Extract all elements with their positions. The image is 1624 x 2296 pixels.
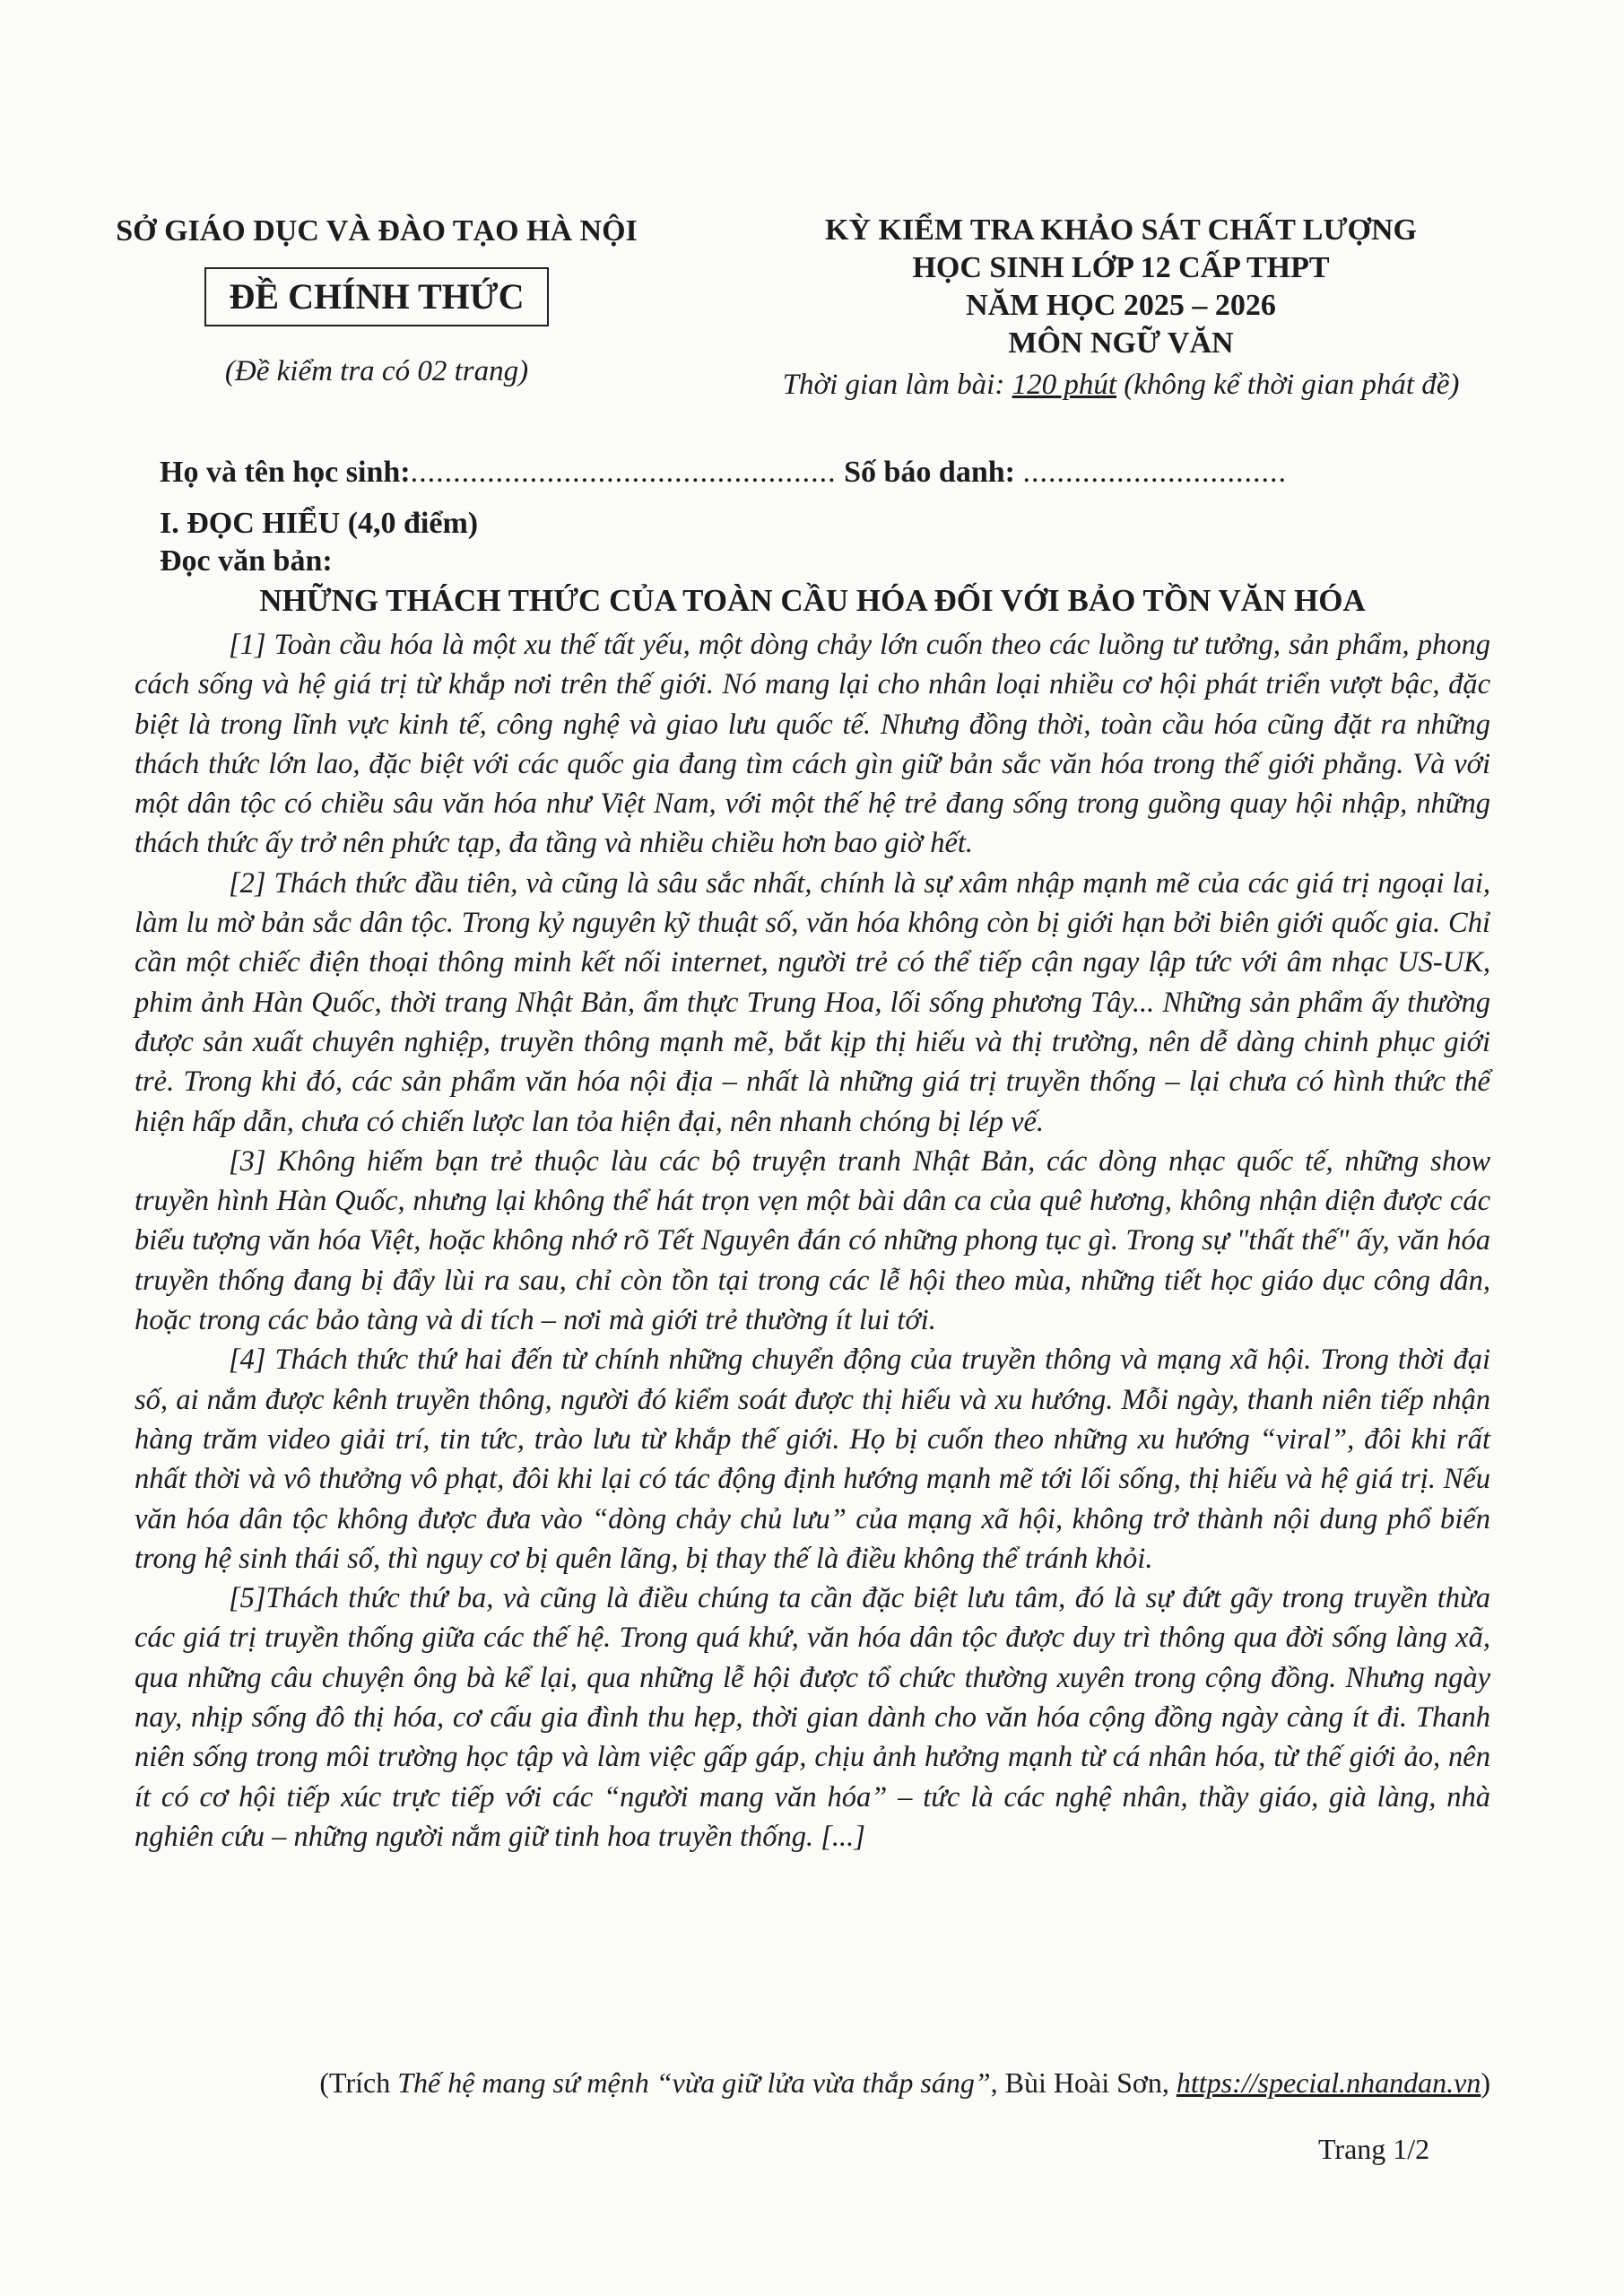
student-name-label: Họ và tên học sinh: [160,456,411,489]
citation-author: , Bùi Hoài Sơn, [990,2066,1177,2099]
article-title: NHỮNG THÁCH THỨC CỦA TOÀN CẦU HÓA ĐỐI VỚI BẢO TỒN VĂN HÓA [259,583,1366,618]
time-prefix: Thời gian làm bài: [782,369,1012,401]
student-id-label: Số báo danh: [836,456,1023,489]
page-number: Trang 1/2 [1318,2133,1430,2165]
subject: MÔN NGỮ VĂN [1008,326,1234,360]
time-suffix: (không kể thời gian phát đề) [1116,369,1460,401]
header-right [690,212,1551,405]
student-info-line [160,456,1287,490]
exam-duration [690,364,1551,405]
paragraph-2: [2] Thách thức đầu tiên, và cũng là sâu sắc nhất, chính là sự xâm nhập mạnh mẽ của các giá trị ngoại lai, làm lu mờ bản sắc dân tộc. Trong kỷ nguyên kỹ thuật số, văn hóa không còn bị giới hạn bởi biên giới quốc gia. Chỉ cần một chiếc điện thoại thông minh kết nối internet, người trẻ có thể tiếp cận ngay lập tức với âm nhạc US-UK, phim ảnh Hàn Quốc, thời trang Nhật Bản, ẩm thực Trung Hoa, lối sống phương Tây... Những sản phẩm ấy thường được sản xuất chuyên nghiệp, truyền thông mạnh mẽ, bắt kịp thị hiếu và thị trường, nên dễ dàng chinh phục giới trẻ. Trong khi đó, các sản phẩm văn hóa nội địa – nhất là những giá trị truyền thống – lại chưa có hình thức thể hiện hấp dẫn, chưa có chiến lược lan tỏa hiện đại, nên nhanh chóng bị lép vế. [135,866,1490,1138]
header-left [85,212,668,389]
citation-work: Thế hệ mang sứ mệnh “vừa giữ lửa vừa thắp sáng” [397,2066,991,2099]
student-name-field[interactable]: .................................................. [410,456,837,489]
citation-prefix: (Trích [319,2066,398,2099]
article-body [135,625,1490,1857]
paragraph-3: [3] Không hiếm bạn trẻ thuộc làu các bộ truyện tranh Nhật Bản, các dòng nhạc quốc tế, những show truyền hình Hàn Quốc, nhưng lại không thể hát trọn vẹn một bài dân ca của quê hương, không nhận diện được các biểu tượng văn hóa Việt, hoặc không nhớ rõ Tết Nguyên đán có những phong tục gì. Trong sự "thất thế" ấy, văn hóa truyền thống đang bị đẩy lùi ra sau, chỉ còn tồn tại trong các lễ hội theo mùa, những tiết học giáo dục công dân, hoặc trong các bảo tàng và di tích – nơi mà giới trẻ thường ít lui tới. [135,1144,1490,1337]
pages-note: (Đề kiểm tra có 02 trang) [224,355,529,387]
citation [135,2063,1490,2102]
exam-title-line1: KỲ KIỂM TRA KHẢO SÁT CHẤT LƯỢNG [825,213,1417,247]
paragraph-4: [4] Thách thức thứ hai đến từ chính những chuyển động của truyền thông và mạng xã hội. Trong thời đại số, ai nắm được kênh truyền thông, người đó kiểm soát được thị hiếu và xu hướng. Mỗi ngày, thanh niên tiếp nhận hàng trăm video giải trí, tin tức, trào lưu từ khắp thế giới. Họ bị cuốn theo những xu hướng “viral”, đôi khi rất nhất thời và vô thưởng vô phạt, đôi khi lại có tác động định hướng mạnh mẽ tới lối sống, thị hiếu và hệ giá trị. Nếu văn hóa dân tộc không được đưa vào “dòng chảy chủ lưu” của mạng xã hội, không trở thành nội dung phổ biến trong hệ sinh thái số, thì nguy cơ bị quên lãng, bị thay thế là điều không thể tránh khỏi. [135,1344,1490,1575]
paragraph-5: [5]Thách thức thứ ba, và cũng là điều chúng ta cần đặc biệt lưu tâm, đó là sự đứt gãy trong truyền thừa các giá trị truyền thống giữa các thế hệ. Trong quá khứ, văn hóa dân tộc được duy trì thông qua đời sống làng xã, qua những câu chuyện ông bà kể lại, qua những lễ hội được tổ chức thường xuyên trong cộng đồng. Nhưng ngày nay, nhịp sống đô thị hóa, cơ cấu gia đình thu hẹp, thời gian dành cho văn hóa cộng đồng ngày càng ít đi. Thanh niên sống trong môi trường học tập và làm việc gấp gáp, chịu ảnh hưởng mạnh từ cá nhân hóa, từ thế giới ảo, nên ít có cơ hội tiếp xúc trực tiếp với các “người mang văn hóa” – tức là các nghệ nhân, thầy giáo, già làng, nhà nghiên cứu – những người nắm giữ tinh hoa truyền thống. [...] [135,1582,1490,1853]
paragraph-1: [1] Toàn cầu hóa là một xu thế tất yếu, một dòng chảy lớn cuốn theo các luồng tư tưởng, sản phẩm, phong cách sống và hệ giá trị từ khắp nơi trên thế giới. Nó mang lại cho nhân loại nhiều cơ hội phát triển vượt bậc, đặc biệt là trong lĩnh vực kinh tế, công nghệ và giao lưu quốc tế. Nhưng đồng thời, toàn cầu hóa cũng đặt ra những thách thức lớn lao, đặc biệt với các quốc gia đang tìm cách gìn giữ bản sắc văn hóa trong thế giới phẳng. Và với một dân tộc có chiều sâu văn hóa như Việt Nam, với một thế hệ trẻ đang sống trong guồng quay hội nhập, những thách thức ấy trở nên phức tạp, đa tầng và nhiều chiều hơn bao giờ hết. [135,629,1490,860]
section-title: I. ĐỌC HIỂU (4,0 điểm) [160,507,479,540]
department-name: SỞ GIÁO DỤC VÀ ĐÀO TẠO HÀ NỘI [116,214,638,248]
read-label: Đọc văn bản: [160,544,333,578]
time-value: 120 phút [1012,369,1117,401]
exam-title-line2: HỌC SINH LỚP 12 CẤP THPT [912,251,1330,284]
citation-url[interactable]: https://special.nhandan.vn [1176,2066,1481,2099]
official-label-box: ĐỀ CHÍNH THỨC [204,267,550,326]
school-year: NĂM HỌC 2025 – 2026 [966,289,1276,322]
citation-suffix: ) [1481,2066,1490,2099]
student-id-field[interactable]: ............................... [1022,456,1287,489]
